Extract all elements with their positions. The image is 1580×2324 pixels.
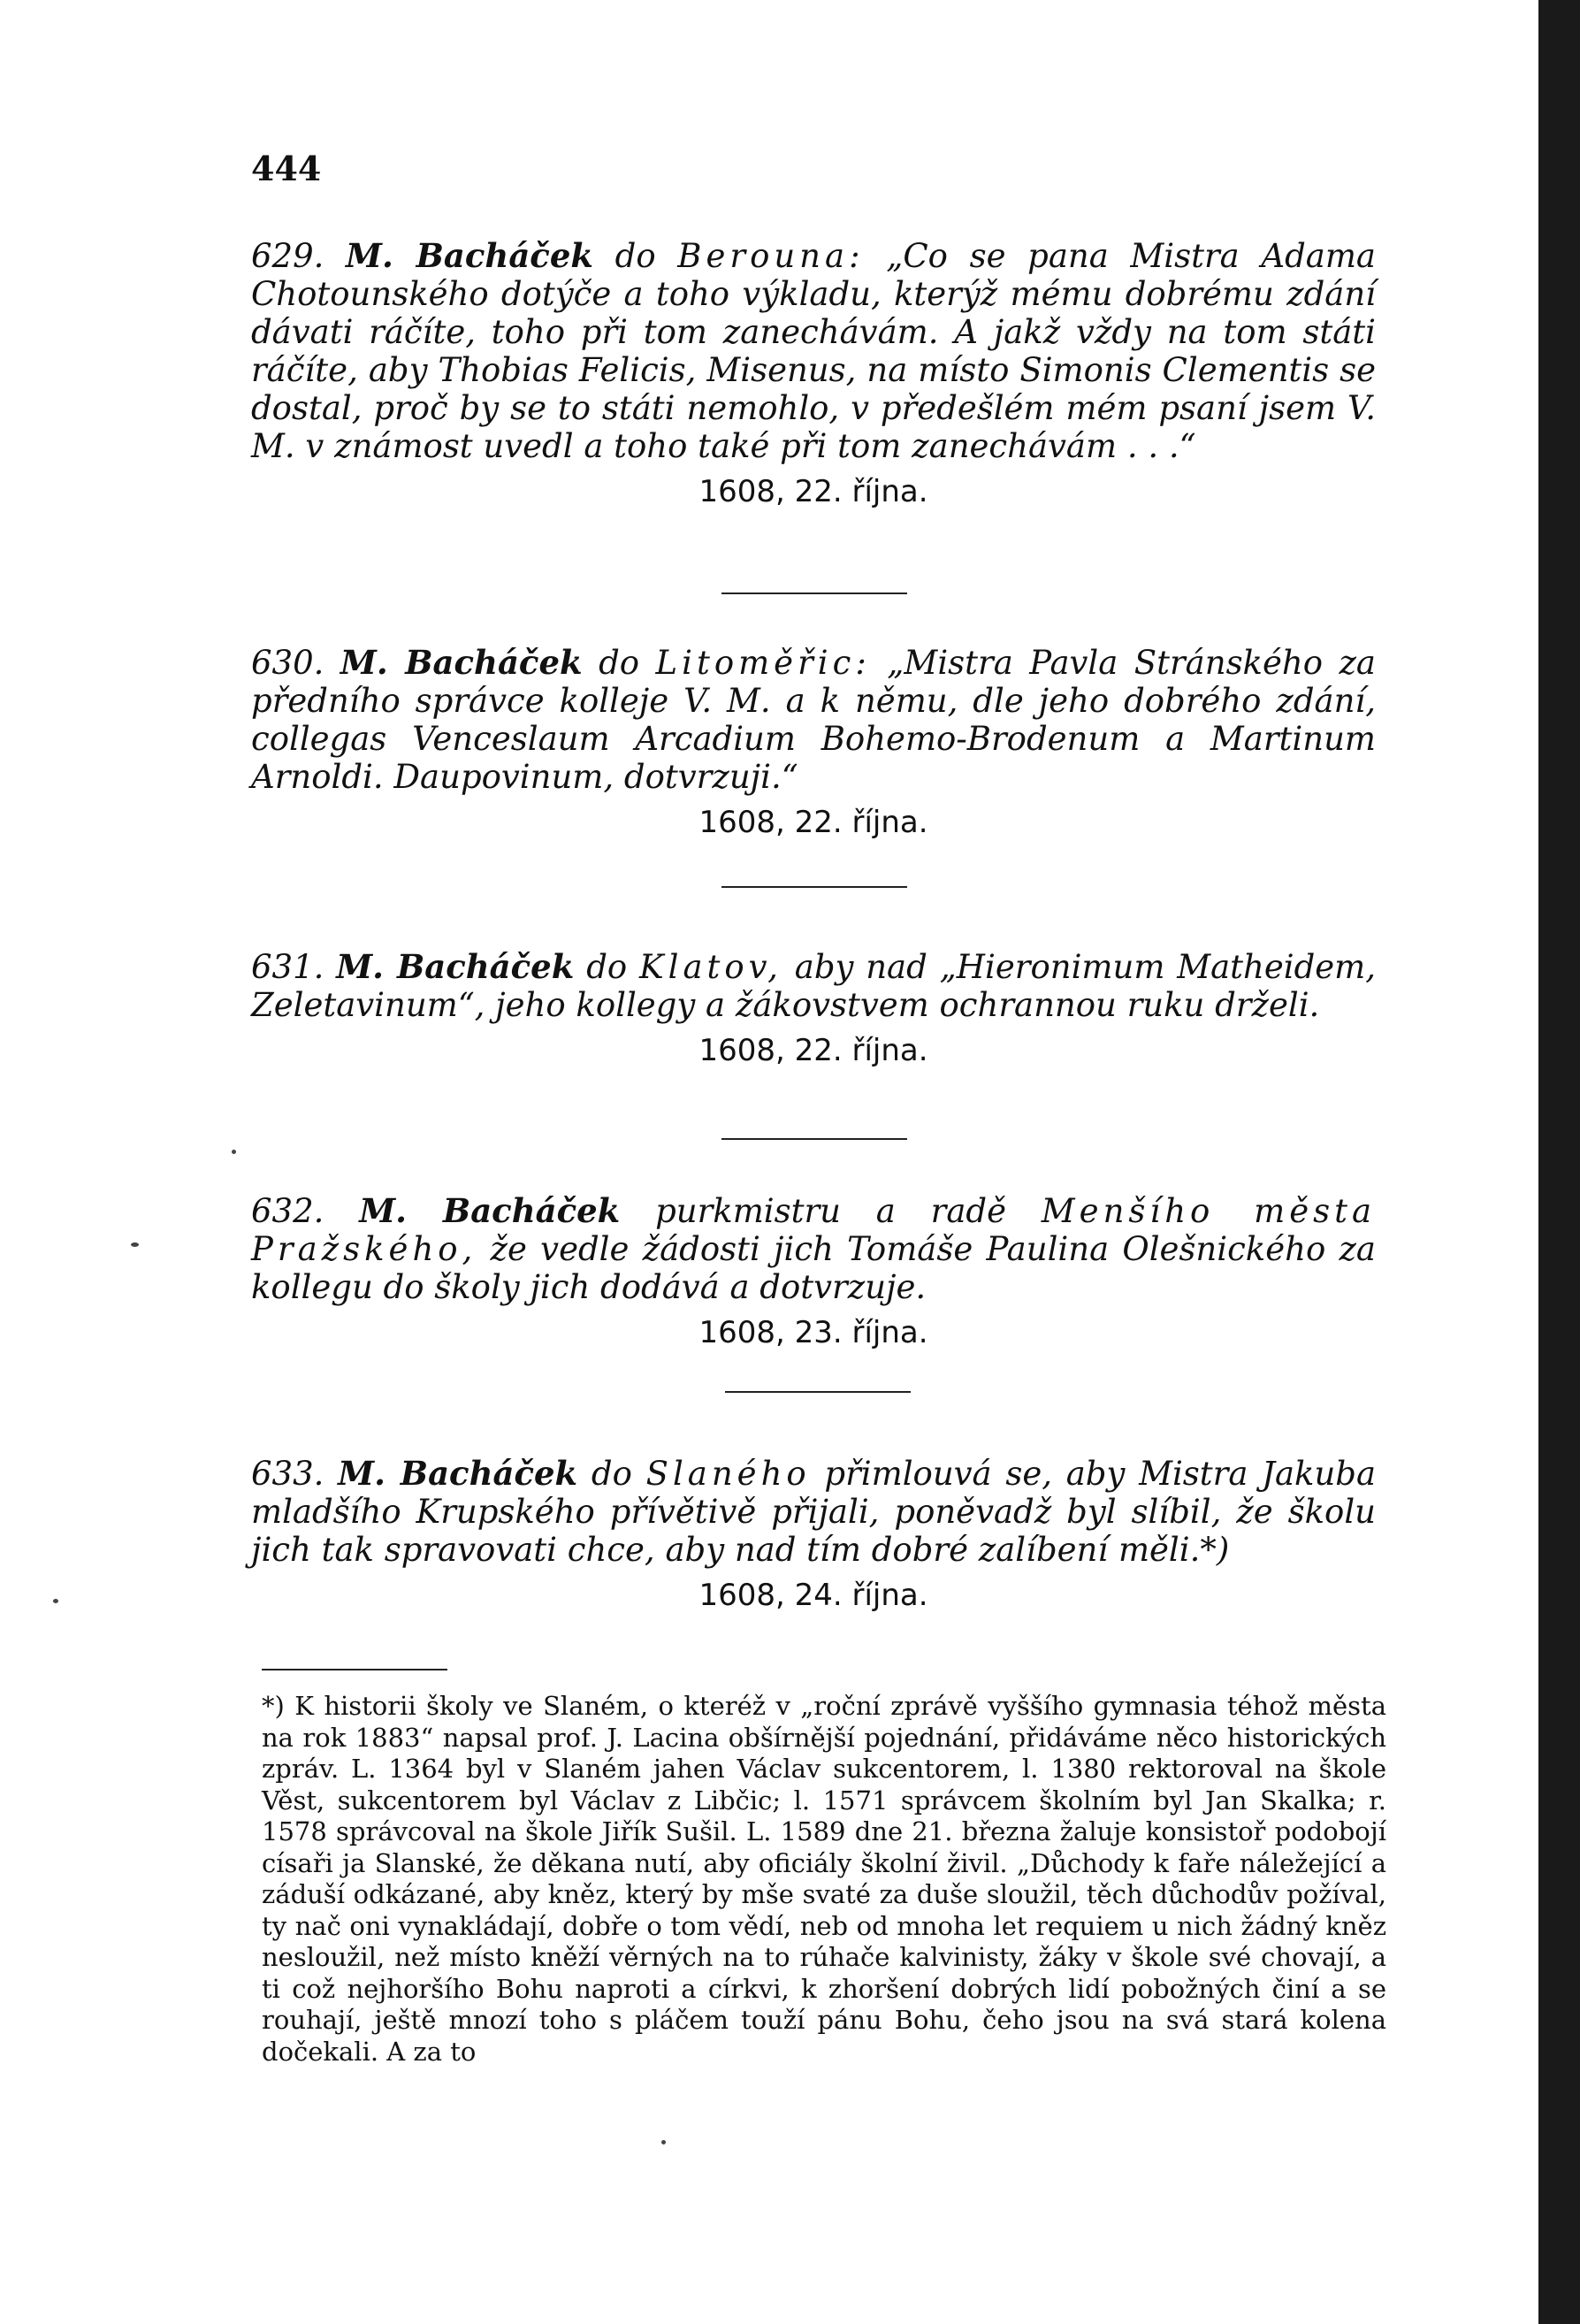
- entry-preposition: do: [591, 1455, 632, 1493]
- entry-divider: [725, 1391, 911, 1393]
- entry-number: 629.: [251, 237, 324, 275]
- letter-entry-631: [251, 948, 1376, 1068]
- entry-place: Slaného: [645, 1455, 811, 1493]
- entry-body: [251, 1192, 1376, 1306]
- letter-entry-630: [251, 644, 1376, 840]
- scan-speck: [232, 1150, 236, 1154]
- entry-divider: [721, 1138, 907, 1140]
- entry-date: 1608, 23. října.: [698, 1315, 928, 1350]
- entry-place: Menšího města Pražského,: [251, 1192, 1377, 1268]
- page-number: 444: [251, 149, 322, 188]
- entry-text: aby nad „Hieronimum Matheidem, Zeletavinum“, jeho kollegy a žákovstvem ochrannou ruku drželi.: [251, 948, 1377, 1024]
- entry-date: 1608, 22. října.: [698, 1033, 928, 1068]
- entry-sender: M. Bacháček: [340, 643, 583, 682]
- entry-text: „Co se pana Mistra Adama Chotounského dotýče a toho výkladu, kterýž mému dobrému zdání dávati ráčíte, toho při tom zanechávám. A jakž vždy na tom státi ráčíte, aby Thobias Felicis, Misenus, na místo Simonis Clementis se dostal, proč by se to státi nemohlo, v předešlém mém psaní jsem V. M. v známost uvedl a toho také při tom zanechávám . . .“: [251, 237, 1376, 465]
- entry-preposition: purkmistru a radě: [655, 1192, 1006, 1230]
- entry-text: „Mistra Pavla Stránského za předního správce kolleje V. M. a k němu, dle jeho dobrého zdání, collegas Venceslaum Arcadium Bohemo-Brodenum a Martinum Arnoldi. Daupovinum, dotvrzuji.“: [251, 644, 1376, 796]
- entry-date: 1608, 24. října.: [698, 1578, 928, 1613]
- footnote: *) K historii školy ve Slaném, o kteréž v „roční zprávě vyššího gymnasia téhož města na rok 1883“ napsal prof. J. Lacina obšírnější pojednání, přidáváme něco historických zpráv. L. 1364 byl v Slaném jahen Václav sukcentorem, l. 1380 rektoroval na škole Věst, sukcentorem byl Václav z Libčic; l. 1571 správcem školním byl Jan Skalka; r. 1578 správcoval na škole Jiřík Sušil. L. 1589 dne 21. března žaluje konsistoř podobojí císaři ja Slanské, že děkana nutí, aby oficiály školní živil. „Důchody k faře náležející a záduší odkázané, aby kněz, který by mše svaté za duše sloužil, těch důchodův požíval, ty nač oni vynakládají, dobře o tom vědí, neb od mnoha let requiem u nich žádný kněz nesloužil, než místo kněží věrných na to rúhače kalvinisty, žáky v škole své chovají, a ti což nejhoršího Bohu naproti a církvi, k zhoršení dobrých lidí pobožných činí a se rouhají, ještě mnozí toho s pláčem touží pánu Bohu, čeho jsou na svá stará kolena dočekali. A za to: [262, 1691, 1386, 2067]
- letter-entry-632: [251, 1192, 1376, 1350]
- entry-text: že vedle žádosti jich Tomáše Paulina Olešnického za kollegu do školy jich dodává a dotvrzuje.: [251, 1230, 1376, 1306]
- entry-body: [251, 644, 1376, 796]
- entry-sender: M. Bacháček: [338, 1454, 578, 1493]
- entry-text: přimlouvá se, aby Mistra Jakuba mladšího Krupského přívětivě přijali, poněvadž byl slíbil, že školu jich tak spravovati chce, aby nad tím dobré zalíbení měli.*): [251, 1455, 1377, 1569]
- entry-date: 1608, 22. října.: [698, 474, 928, 509]
- entry-number: 632.: [251, 1192, 324, 1230]
- entry-sender: M. Bacháček: [346, 236, 594, 275]
- entry-sender: M. Bacháček: [359, 1191, 621, 1230]
- entry-body: [251, 948, 1376, 1024]
- entry-preposition: do: [614, 237, 656, 275]
- scan-edge: [1538, 0, 1580, 2324]
- scan-speck: [53, 1599, 58, 1603]
- entry-body: [251, 1455, 1376, 1569]
- entry-divider: [721, 886, 907, 888]
- footnote-rule: [262, 1669, 447, 1670]
- entry-place: Litoměřic:: [655, 644, 871, 682]
- scan-speck: [131, 1242, 139, 1247]
- entry-date: 1608, 22. října.: [698, 805, 928, 840]
- entry-number: 633.: [251, 1455, 324, 1493]
- letter-entry-633: [251, 1455, 1376, 1613]
- entry-preposition: do: [586, 948, 628, 986]
- entry-place: Klatov,: [638, 948, 782, 986]
- entry-divider: [721, 592, 907, 594]
- letter-entry-629: [251, 237, 1376, 509]
- entry-preposition: do: [599, 644, 640, 682]
- entry-body: [251, 237, 1376, 465]
- entry-number: 630.: [251, 644, 324, 682]
- entry-place: Berouna:: [677, 237, 865, 275]
- entry-sender: M. Bacháček: [336, 947, 575, 986]
- entry-number: 631.: [251, 948, 324, 986]
- scan-speck: [661, 2140, 666, 2144]
